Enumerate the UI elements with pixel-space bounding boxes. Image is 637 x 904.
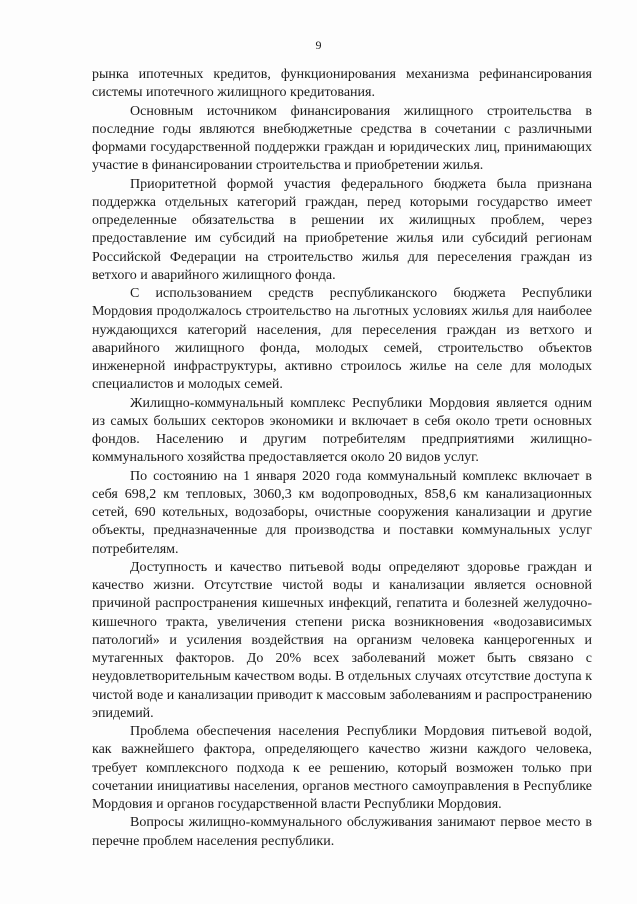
paragraph-communal-networks: По состоянию на 1 января 2020 года коммунальный комплекс включает в себя 698,2 км тепловых, 3060,3 км водопроводных, 858,6 км канализационных сетей, 690 котельных, водозаборы, очистные сооружения канализации и другие объекты, предназначенные для производства и поставки коммунальных услуг потребителям. (92, 468, 592, 557)
paragraph-drinking-water: Доступность и качество питьевой воды определяют здоровье граждан и качество жизни. Отсутствие чистой воды и канализации является основной причиной распространения кишечных инфекций, гепатита и болезней желудочно-кишечного тракта, увеличения степени риска возникновения «водозависимых патологий» и усиления воздействия на организм человека канцерогенных и мутагенных факторов. До 20% всех заболеваний может быть связано с неудовлетворительным качеством воды. В отдельных случаях отсутствие доступа к чистой воде и канализации приводит к массовым заболеваниям и распространению эпидемий. (92, 559, 592, 721)
page-number: 9 (315, 38, 322, 52)
paragraph-federal-budget: Приоритетной формой участия федерального бюджета была признана поддержка отдельных категорий граждан, перед которыми государство имеет определенные обязательства в решении их жилищных проблем, через предоставление им субсидий на приобретение жилья или субсидий регионам Российской Федерации на строительство жилья для переселения граждан из ветхого и аварийного жилищного фонда. (92, 176, 592, 283)
paragraph-housing-issues: Вопросы жилищно-коммунального обслуживания занимают первое место в перечне проблем населения республики. (92, 815, 592, 849)
document-body (92, 66, 592, 851)
paragraph-water-supply-problem: Проблема обеспечения населения Республики Мордовия питьевой водой, как важнейшего фактора, определяющего качество жизни каждого человека, требует комплексного подхода к ее решению, который возможен только при сочетании инициативы населения, органов местного самоуправления в Республике Мордовия и органов государственной власти Республики Мордовия. (92, 724, 592, 812)
paragraph-mortgage-market: рынка ипотечных кредитов, функционирования механизма рефинансирования системы ипотечного жилищного кредитования. (92, 67, 592, 101)
paragraph-housing-complex: Жилищно-коммунальный комплекс Республики Мордовия является одним из самых больших секторов экономики и включает в себя около трети основных фондов. Населению и другим потребителям предприятиями жилищно-коммунального хозяйства предоставляется около 20 видов услуг. (92, 395, 592, 466)
paragraph-financing-sources: Основным источником финансирования жилищного строительства в последние годы являются внебюджетные средства в сочетании с различными формами государственной поддержки граждан и юридических лиц, принимающих участие в финансировании строительства и приобретении жилья. (92, 103, 592, 174)
paragraph-republican-budget: С использованием средств республиканского бюджета Республики Мордовия продолжалось строительство на льготных условиях жилья для наиболее нуждающихся категорий населения, для переселения граждан из ветхого и аварийного жилищного фонда, молодых семей, строительство объектов инженерной инфраструктуры, активно строилось жилье на селе для молодых специалистов и молодых семей. (92, 286, 592, 393)
